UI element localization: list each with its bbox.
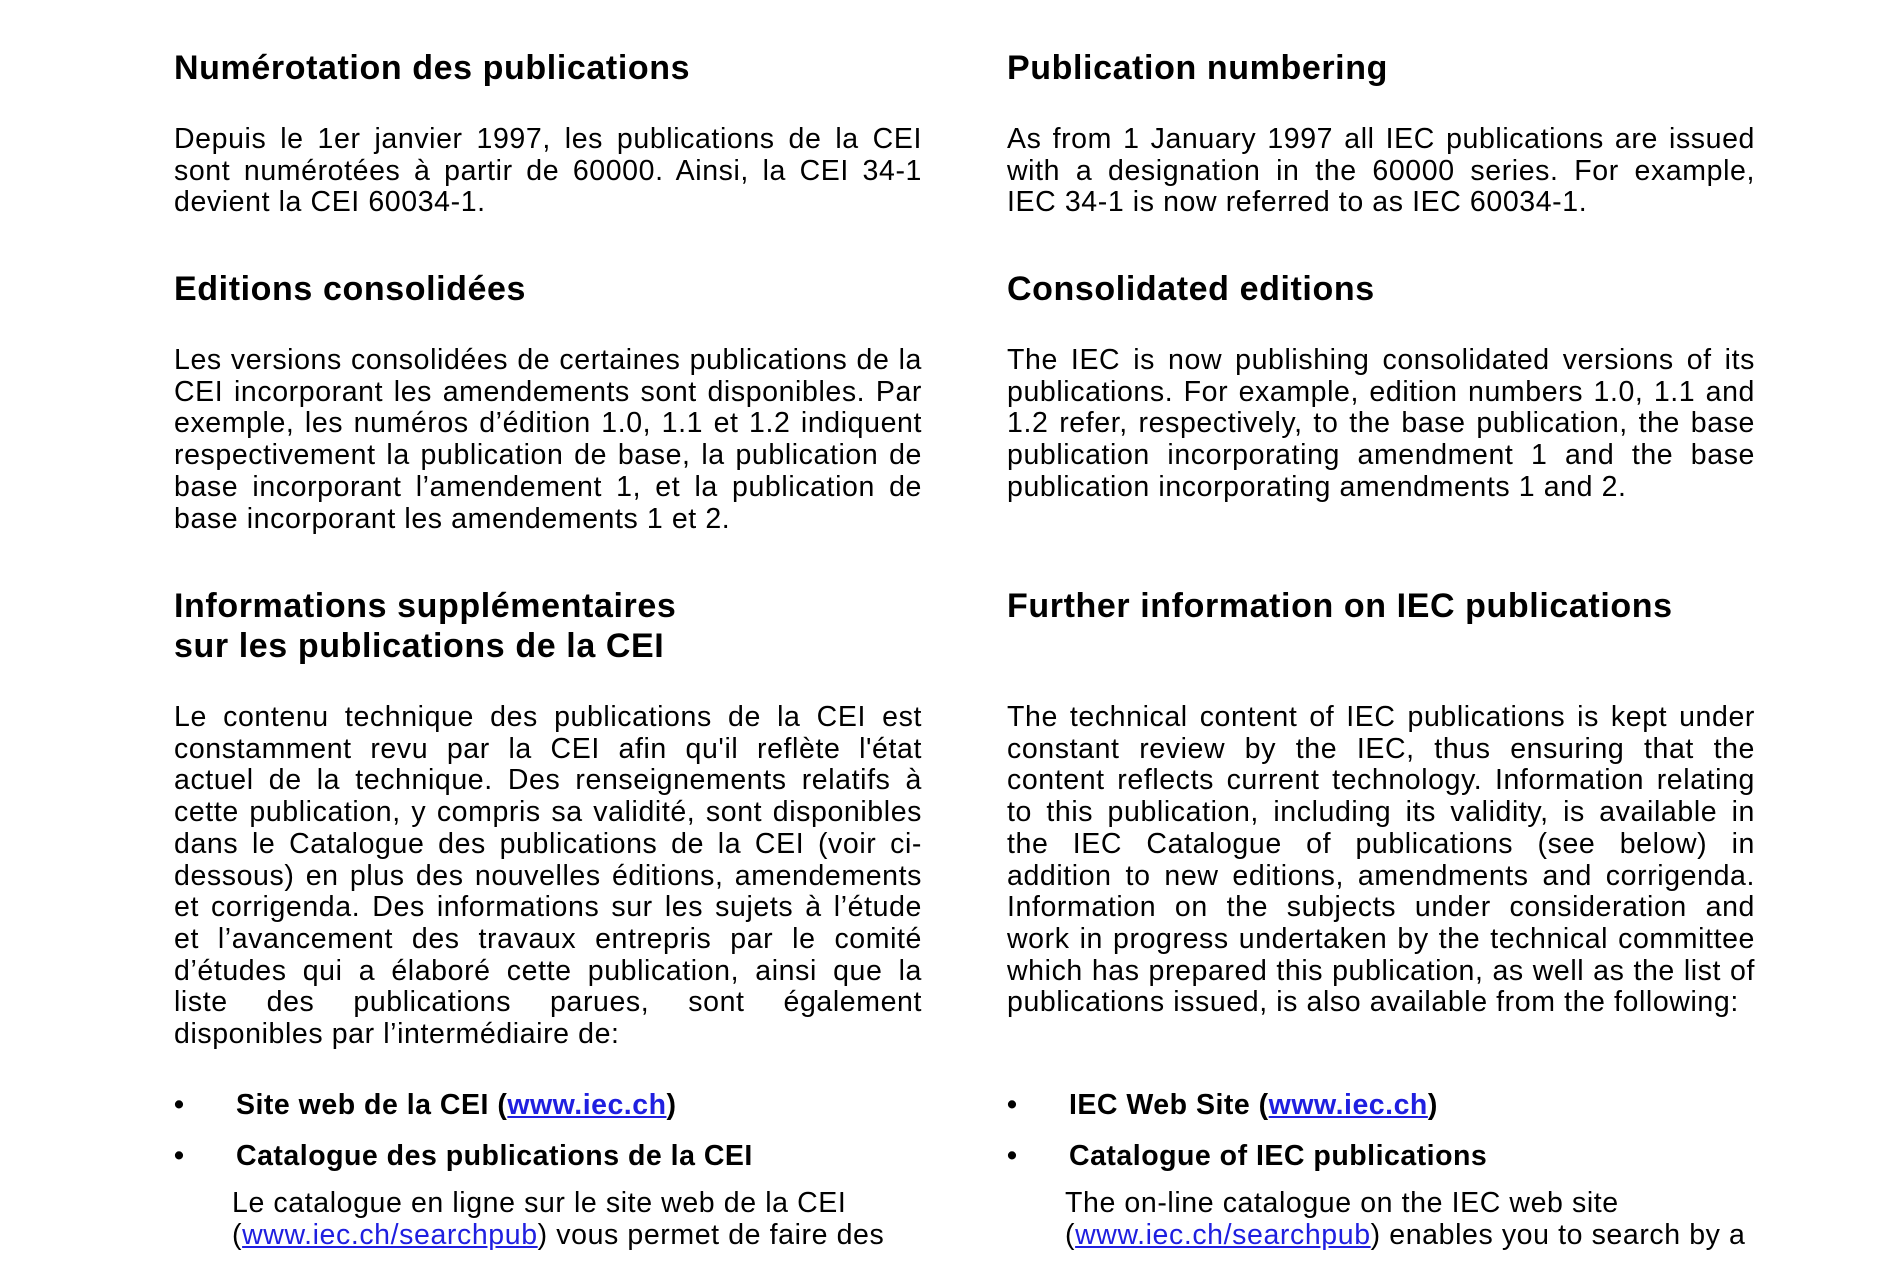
searchpub-link[interactable]: www.iec.ch/searchpub — [242, 1218, 538, 1251]
paragraph-editions-consolidees: Les versions consolidées de certaines publications de la CEI incorporant les amendements sont disponibles. Par exemple, les numéros d’édition 1.0, 1.1 et 1.2 indiquent respectivement la publication de base, la publication de base incorporant l’amendement 1, et la publication de base incorporant les amendements 1 et 2. — [174, 344, 922, 535]
heading-editions-consolidees: Editions consolidées — [174, 270, 527, 308]
heading-informations-line2: sur les publications de la CEI — [174, 627, 665, 665]
paragraph-further-wrap — [1007, 702, 1755, 1019]
bullet-label-after: ) — [1427, 1089, 1438, 1121]
bullet-label: Catalogue des publications de la CEI — [236, 1140, 753, 1172]
section-numerotation — [174, 48, 922, 88]
heading-consolidated-editions: Consolidated editions — [1007, 270, 1375, 308]
section-editions-consolidees — [174, 269, 922, 309]
paragraph-informations: Le contenu technique des publications de la CEI est constamment revu par la CEI afin qu'il reflète l'état actuel de la technique. Des renseignements relatifs à cette publication, y compris sa validité, sont disponibles dans le Catalogue des publications de la CEI (voir ci-dessous) en plus des nouvelles éditions, amendements et corrigenda. Des informations sur les sujets à l’étude et l’avancement des travaux entrepris par le comité d’études qui a élaboré cette publication, ainsi que la liste des publications parues, sont également disponibles par l’intermédiaire de: — [174, 701, 922, 1051]
bullet-label: Catalogue of IEC publications — [1069, 1140, 1488, 1172]
paragraph-consolidated-editions: The IEC is now publishing consolidated versions of its publications. For example, edition numbers 1.0, 1.1 and 1.2 refer, respectively, to the base publication, the base publication incorporating amendment 1 and the base publication incorporating amendments 1 and 2. — [1007, 344, 1755, 503]
searchpub-link[interactable]: www.iec.ch/searchpub — [1075, 1218, 1371, 1251]
catalogue-description-line1: Le catalogue en ligne sur le site web de la CEI — [232, 1187, 847, 1219]
bullet-label-before: IEC Web Site ( — [1069, 1089, 1269, 1121]
heading-publication-numbering: Publication numbering — [1007, 49, 1388, 87]
bullet-label-after: ) — [666, 1089, 677, 1121]
heading-further-information: Further information on IEC publications — [1007, 587, 1673, 625]
catalogue-open-paren: ( — [232, 1218, 243, 1251]
paragraph-numerotation: Depuis le 1er janvier 1997, les publications de la CEI sont numérotées à partir de 60000. Ainsi, la CEI 34-1 devient la CEI 60034-1. — [174, 123, 922, 219]
catalogue-description-rest: ) vous permet de faire des — [537, 1218, 885, 1251]
bullet-dot: • — [1007, 1089, 1018, 1121]
catalogue-open-paren: ( — [1065, 1218, 1076, 1251]
bullet-dot: • — [174, 1140, 185, 1172]
paragraph-publication-numbering: As from 1 January 1997 all IEC publications are issued with a designation in the 60000 series. For example, IEC 34-1 is now referred to as IEC 60034-1. — [1007, 123, 1755, 219]
heading-numerotation: Numérotation des publications — [174, 49, 691, 87]
bullet-label — [1069, 1088, 1438, 1122]
paragraph-informations-wrap — [174, 702, 922, 1051]
paragraph-numbering-wrap — [1007, 124, 1755, 219]
bullet-dot: • — [174, 1089, 185, 1121]
paragraph-consolidated-wrap — [1007, 345, 1755, 504]
bullet-label — [236, 1088, 677, 1122]
section-further-information — [1007, 586, 1755, 626]
paragraph-further-information: The technical content of IEC publications is kept under constant review by the IEC, thus ensuring that the content reflects current technology. Information relating to this publication, including its validity, is available in the IEC Catalogue of publications (see below) in addition to new editions, amendments and corrigenda. Information on the subjects under consideration and work in progress undertaken by the technical committee which has prepared this publication, as well as the list of publications issued, is also available from the following: — [1007, 701, 1755, 1019]
bullet-dot: • — [1007, 1140, 1018, 1172]
catalogue-description — [232, 1188, 922, 1251]
section-informations — [174, 586, 922, 666]
iec-website-link[interactable]: www.iec.ch — [1268, 1089, 1428, 1121]
heading-informations-line1: Informations supplémentaires — [174, 587, 677, 625]
bullet-label-before: Site web de la CEI ( — [236, 1089, 508, 1121]
section-publication-numbering — [1007, 48, 1755, 88]
catalogue-description-rest: ) enables you to search by a — [1370, 1218, 1746, 1251]
iec-website-link[interactable]: www.iec.ch — [507, 1089, 667, 1121]
paragraph-editions-wrap — [174, 345, 922, 535]
paragraph-numerotation-wrap — [174, 124, 922, 219]
section-consolidated-editions — [1007, 269, 1755, 309]
catalogue-description — [1065, 1188, 1755, 1251]
catalogue-description-line1: The on-line catalogue on the IEC web site — [1065, 1187, 1619, 1219]
